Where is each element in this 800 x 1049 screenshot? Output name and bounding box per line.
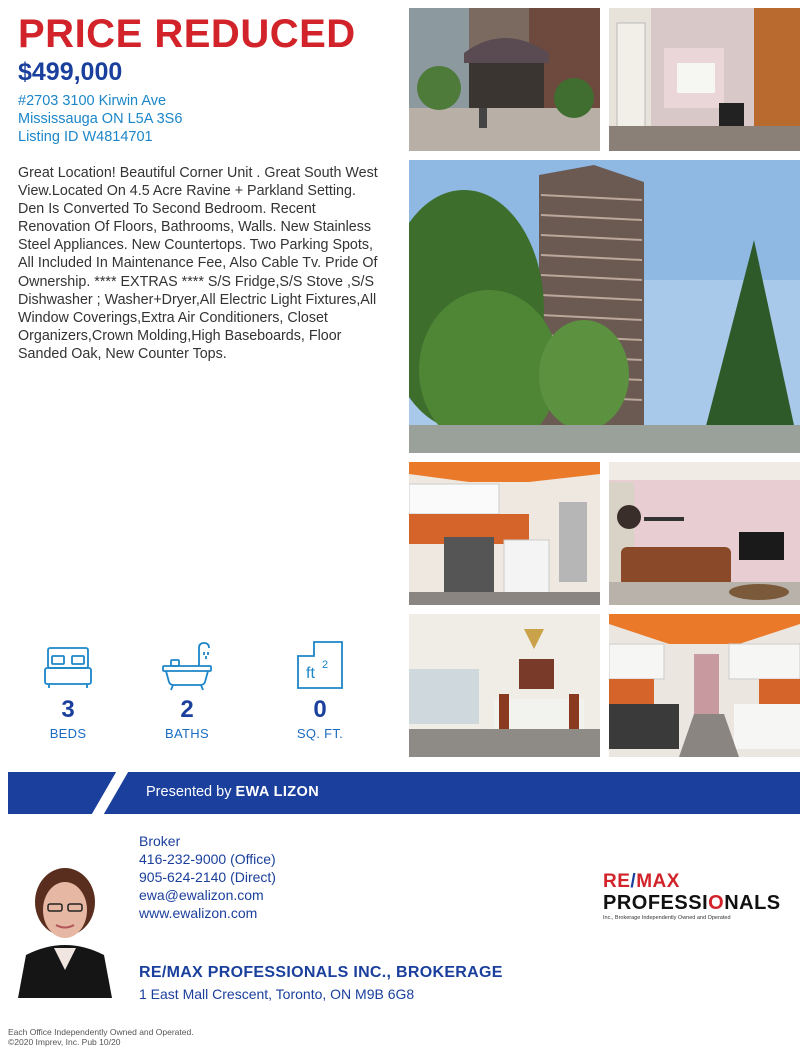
address-street: #2703 3100 Kirwin Ave <box>18 93 167 109</box>
logo-professionals: PROFESSIONALS <box>603 892 781 914</box>
sqft-value: 0 <box>313 696 327 723</box>
price: $499,000 <box>18 58 123 86</box>
stat-baths <box>137 638 237 741</box>
logo-tagline: Inc., Brokerage Independently Owned and Operated <box>603 915 731 921</box>
photo-kitchen-galley <box>609 614 800 757</box>
headline: PRICE REDUCED <box>18 12 356 56</box>
agent-photo <box>8 830 122 998</box>
footer-line-2: ©2020 Imprev, Inc. Pub 10/20 <box>8 1037 121 1047</box>
presented-by-label: Presented by <box>146 784 232 800</box>
beds-value: 3 <box>61 696 75 723</box>
footer-line-1: Each Office Independently Owned and Operated. <box>8 1027 194 1037</box>
presented-by-banner <box>8 772 800 814</box>
photo-living-room <box>609 462 800 605</box>
baths-label: BATHS <box>165 726 209 741</box>
stat-beds <box>18 638 118 741</box>
photo-hallway <box>609 8 800 151</box>
square-feet-icon <box>292 638 348 694</box>
address-city: Mississauga ON L5A 3S6 <box>18 111 183 127</box>
listing-id: Listing ID W4814701 <box>18 129 153 145</box>
agent-direct-phone[interactable]: 905-624-2140 (Direct) <box>139 869 276 885</box>
agent-contact <box>139 832 276 922</box>
banner-stripe <box>92 772 128 814</box>
sqft-label: SQ. FT. <box>296 726 344 741</box>
description: Great Location! Beautiful Corner Unit . Great South West View.Located On 4.5 Acre Ravine + Parkland Setting. Den Is Converted To Second Bedroom. Recent Renovation Of Floors, Bathrooms, Walls. New Stainless Steel Appliances. New Countertops. Two Parking Spots, All Included In Maintenance Fee, Also Cable Tv. Pride Of Ownership. **** EXTRAS **** S/S Fridge,S/S Stove ,S/S Dishwasher ; Washer+Dryer,All Electric Light Fixtures,All Window Coverings,Extra Air Conditioners, Closet Organizers,Crown Molding,High Baseboards, Floor Sanded Oak, New Counter Tops. <box>18 165 378 362</box>
brokerage-address: 1 East Mall Crescent, Toronto, ON M9B 6G8 <box>139 986 415 1002</box>
stat-sqft <box>270 638 370 741</box>
agent-website[interactable]: www.ewalizon.com <box>139 905 258 921</box>
footer <box>8 1027 194 1047</box>
presented-by-text <box>146 784 319 800</box>
photo-building <box>409 160 800 453</box>
bathtub-icon <box>159 638 215 694</box>
sqft-icon-text: ft <box>306 665 315 682</box>
photo-kitchen <box>409 462 600 605</box>
brokerage-name: RE/MAX PROFESSIONALS INC., BROKERAGE <box>139 964 503 981</box>
agent-role: Broker <box>139 833 181 849</box>
beds-label: BEDS <box>49 726 87 741</box>
logo-remax: RE/MAX <box>603 871 680 892</box>
agent-name: EWA LIZON <box>235 784 320 800</box>
address-block <box>18 92 182 146</box>
photo-entrance <box>409 8 600 151</box>
baths-value: 2 <box>180 696 194 723</box>
agent-office-phone[interactable]: 416-232-9000 (Office) <box>139 851 276 867</box>
sqft-icon-sup: 2 <box>322 659 329 671</box>
bed-icon <box>40 638 96 694</box>
agent-email[interactable]: ewa@ewalizon.com <box>139 887 264 903</box>
remax-logo <box>603 872 795 921</box>
photo-dining-room <box>409 614 600 757</box>
